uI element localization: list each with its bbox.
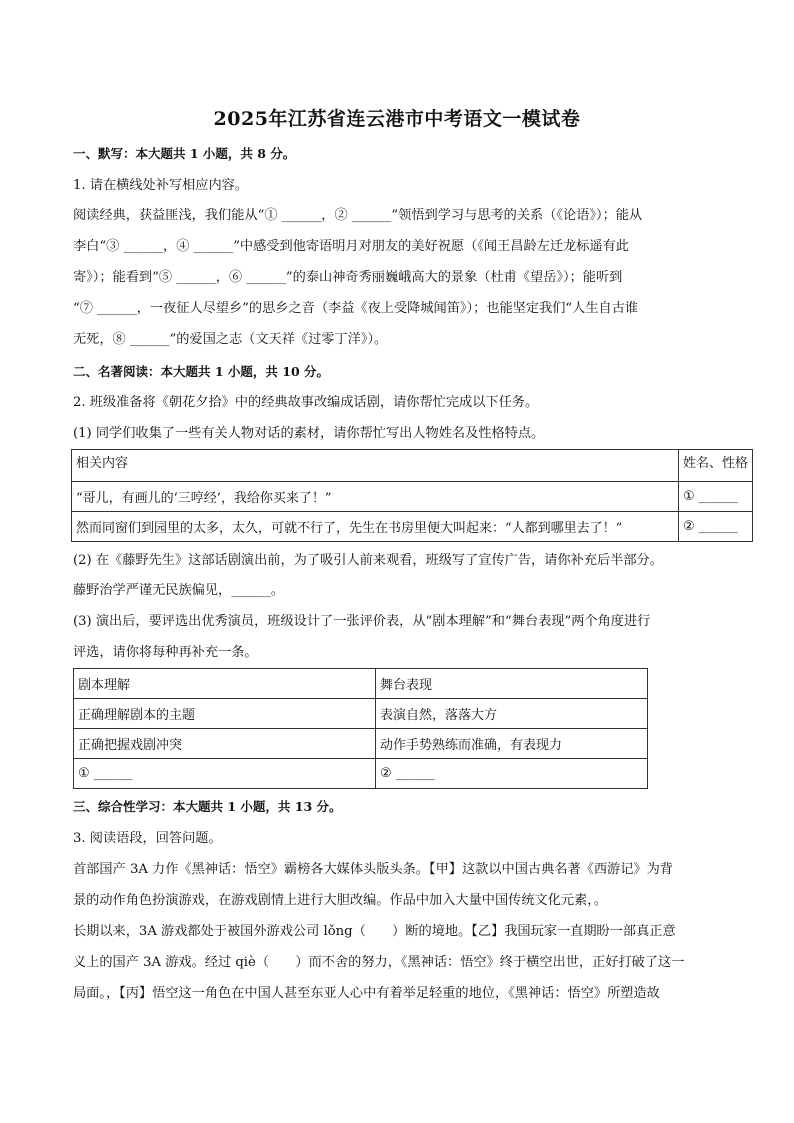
answer-blank[interactable]: ① ______ <box>74 759 376 789</box>
table-header: 剧本理解 <box>74 669 376 699</box>
answer-blank[interactable]: ② ______ <box>678 512 752 542</box>
table-header: 相关内容 <box>72 450 679 482</box>
table-row <box>74 699 648 729</box>
table-row <box>72 512 753 542</box>
paragraph-line: 阅读经典，获益匪浅，我们能从“① ______，② ______”领悟到学习与思考的关系（《论语》）；能从 <box>73 208 643 223</box>
paragraph-line: 义上的国产 3A 游戏。经过 qiè（ ）而不舍的努力，《黑神话：悟空》终于横空出世，正好打破了这一 <box>73 955 685 970</box>
table-cell: 正确把握戏剧冲突 <box>74 729 376 759</box>
table-row <box>74 729 648 759</box>
table-cell: 然而同窗们到园里的太多，太久，可就不行了，先生在书房里便大叫起来：“人都到哪里去了！” <box>72 512 679 542</box>
answer-line: 藤野治学严谨无民族偏见，______。 <box>73 583 284 598</box>
evaluation-table <box>73 668 648 789</box>
paragraph-line: 局面。，【丙】悟空这一角色在中国人甚至东亚人心中有着举足轻重的地位，《黑神话：悟空》所塑造故 <box>73 986 660 1001</box>
question-text: 3. 阅读语段，回答问题。 <box>73 831 222 846</box>
subquestion-text: 评选，请你将每种再补充一条。 <box>73 645 258 660</box>
section-heading: 三、综合性学习：本大题共 1 小题，共 13 分。 <box>73 799 342 814</box>
question-text: 2. 班级准备将《朝花夕拾》中的经典故事改编成话剧，请你帮忙完成以下任务。 <box>73 395 539 410</box>
dialogue-table <box>71 449 753 542</box>
table-header: 姓名、性格 <box>678 450 752 482</box>
table-cell: “哥儿，有画儿的‘三哼经’，我给你买来了！” <box>72 482 679 512</box>
paragraph-line: 景的动作角色扮演游戏，在游戏剧情上进行大胆改编。作品中加入大量中国传统文化元素，。 <box>73 893 608 908</box>
paragraph-line: 无死，⑧ ______”的爱国之志（文天祥《过零丁洋》）。 <box>73 332 388 347</box>
section-heading: 一、默写：本大题共 1 小题，共 8 分。 <box>73 146 296 161</box>
page-title: 2025年江苏省连云港市中考语文一模试卷 <box>213 108 581 130</box>
answer-blank[interactable]: ② ______ <box>376 759 648 789</box>
section-heading: 二、名著阅读：本大题共 1 小题，共 10 分。 <box>73 364 330 379</box>
subquestion-text: (3) 演出后，要评选出优秀演员，班级设计了一张评价表，从“剧本理解”和“舞台表现”两个角度进行 <box>73 614 651 629</box>
table-cell: 表演自然，落落大方 <box>376 699 648 729</box>
table-cell: 正确理解剧本的主题 <box>74 699 376 729</box>
question-text: 1. 请在横线处补写相应内容。 <box>73 178 249 193</box>
table-cell: 动作手势熟练而准确，有表现力 <box>376 729 648 759</box>
paragraph-line: 首部国产 3A 力作《黑神话：悟空》霸榜各大媒体头版头条。【甲】这款以中国古典名著《西游记》为背 <box>73 862 673 877</box>
table-row <box>72 482 753 512</box>
paragraph-line: 长期以来，3A 游戏都处于被国外游戏公司 lǒng（ ）断的境地。【乙】我国玩家一直期盼一部真正意 <box>73 924 676 939</box>
paragraph-line: 李白“③ ______，④ ______”中感受到他寄语明月对朋友的美好祝愿（《闻王昌龄左迁龙标遥有此 <box>73 239 629 254</box>
paragraph-line: “⑦ ______，一夜征人尽望乡”的思乡之音（李益《夜上受降城闻笛》）；也能坚定我们“人生自古谁 <box>73 301 639 316</box>
subquestion-text: (1) 同学们收集了一些有关人物对话的素材，请你帮忙写出人物姓名及性格特点。 <box>73 426 545 441</box>
paragraph-line: 寄》）；能看到“⑤ ______，⑥ ______”的泰山神奇秀丽巍峨高大的景象（杜甫《望岳》）；能听到 <box>73 270 623 285</box>
table-header: 舞台表现 <box>376 669 648 699</box>
answer-blank[interactable]: ① ______ <box>678 482 752 512</box>
table-header-row <box>72 450 753 482</box>
subquestion-text: (2) 在《藤野先生》这部话剧演出前，为了吸引人前来观看，班级写了宣传广告，请你补充后半部分。 <box>73 553 663 568</box>
table-row <box>74 759 648 789</box>
table-header-row <box>74 669 648 699</box>
